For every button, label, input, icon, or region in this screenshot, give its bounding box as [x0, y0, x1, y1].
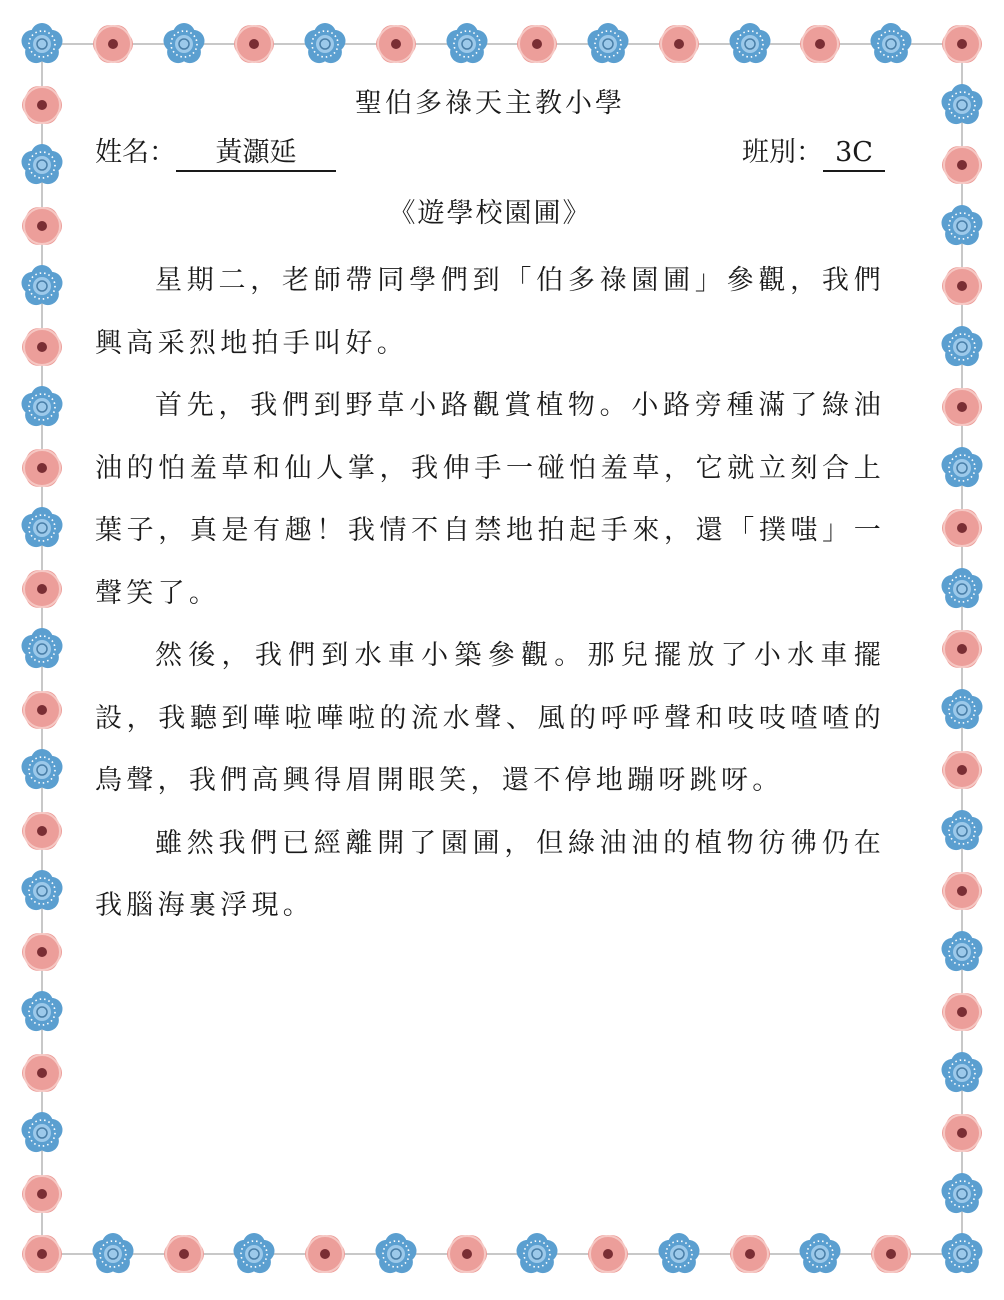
blue-flower-icon	[300, 19, 350, 69]
pink-flower-icon	[937, 866, 987, 916]
pink-flower-icon	[937, 624, 987, 674]
pink-flower-icon	[654, 19, 704, 69]
pink-flower-icon	[937, 140, 987, 190]
blue-flower-icon	[229, 1229, 279, 1279]
blue-flower-icon	[17, 624, 67, 674]
blue-flower-icon	[17, 261, 67, 311]
pink-flower-icon	[937, 503, 987, 553]
essay-paragraph: 星期二，老師帶同學們到「伯多祿園圃」參觀，我們興高采烈地拍手叫好。	[95, 265, 885, 359]
pink-flower-icon	[17, 927, 67, 977]
class-value: 3C	[823, 136, 885, 172]
blue-flower-icon	[937, 806, 987, 856]
essay-body	[95, 250, 885, 938]
blue-flower-icon	[937, 1169, 987, 1219]
school-title: 聖伯多祿天主教小學	[355, 88, 625, 119]
vine-line	[42, 43, 962, 45]
blue-flower-icon	[17, 140, 67, 190]
name-label: 姓名：	[95, 137, 176, 168]
name-field	[95, 128, 336, 178]
pink-flower-icon	[17, 685, 67, 735]
blue-flower-icon	[17, 866, 67, 916]
pink-flower-icon	[88, 19, 138, 69]
pink-flower-icon	[937, 1108, 987, 1158]
blue-flower-icon	[725, 19, 775, 69]
pink-flower-icon	[159, 1229, 209, 1279]
pink-flower-icon	[512, 19, 562, 69]
blue-flower-icon	[17, 1108, 67, 1158]
pink-flower-icon	[17, 564, 67, 614]
student-info-row	[95, 128, 885, 178]
class-label: 班別：	[742, 137, 823, 168]
pink-flower-icon	[17, 806, 67, 856]
blue-flower-icon	[371, 1229, 421, 1279]
blue-flower-icon	[937, 80, 987, 130]
pink-flower-icon	[300, 1229, 350, 1279]
pink-flower-icon	[725, 1229, 775, 1279]
blue-flower-icon	[442, 19, 492, 69]
pink-flower-icon	[442, 1229, 492, 1279]
essay-paragraph: 雖然我們已經離開了園圃，但綠油油的植物彷彿仍在我腦海裏浮現。	[95, 827, 885, 921]
name-value: 黃灝延	[176, 136, 336, 172]
pink-flower-icon	[17, 443, 67, 493]
blue-flower-icon	[937, 1048, 987, 1098]
blue-flower-icon	[17, 19, 67, 69]
blue-flower-icon	[17, 987, 67, 1037]
pink-flower-icon	[229, 19, 279, 69]
pink-flower-icon	[937, 261, 987, 311]
blue-flower-icon	[512, 1229, 562, 1279]
blue-flower-icon	[795, 1229, 845, 1279]
essay-page	[95, 80, 885, 938]
pink-flower-icon	[17, 1229, 67, 1279]
blue-flower-icon	[654, 1229, 704, 1279]
vine-line	[41, 44, 43, 1254]
blue-flower-icon	[159, 19, 209, 69]
pink-flower-icon	[17, 80, 67, 130]
blue-flower-icon	[937, 927, 987, 977]
blue-flower-icon	[937, 201, 987, 251]
pink-flower-icon	[937, 987, 987, 1037]
essay-title: 《遊學校園圃》	[388, 198, 592, 229]
blue-flower-icon	[583, 19, 633, 69]
pink-flower-icon	[17, 1169, 67, 1219]
blue-flower-icon	[88, 1229, 138, 1279]
pink-flower-icon	[371, 19, 421, 69]
blue-flower-icon	[17, 745, 67, 795]
pink-flower-icon	[937, 745, 987, 795]
blue-flower-icon	[866, 19, 916, 69]
vine-line	[961, 44, 963, 1254]
blue-flower-icon	[937, 322, 987, 372]
essay-paragraph: 首先，我們到野草小路觀賞植物。小路旁種滿了綠油油的怕羞草和仙人掌，我伸手一碰怕羞草，它就立刻合上葉子，真是有趣！我情不自禁地拍起手來，還「撲嗤」一聲笑了。	[95, 390, 885, 609]
class-field	[742, 128, 885, 178]
blue-flower-icon	[937, 685, 987, 735]
blue-flower-icon	[937, 1229, 987, 1279]
blue-flower-icon	[937, 564, 987, 614]
blue-flower-icon	[17, 382, 67, 432]
blue-flower-icon	[17, 503, 67, 553]
pink-flower-icon	[866, 1229, 916, 1279]
pink-flower-icon	[937, 19, 987, 69]
essay-paragraph: 然後，我們到水車小築參觀。那兒擺放了小水車擺設，我聽到嘩啦嘩啦的流水聲、風的呼呼聲和吱吱喳喳的鳥聲，我們高興得眉開眼笑，還不停地蹦呀跳呀。	[95, 640, 885, 796]
pink-flower-icon	[937, 382, 987, 432]
pink-flower-icon	[583, 1229, 633, 1279]
pink-flower-icon	[17, 1048, 67, 1098]
pink-flower-icon	[17, 201, 67, 251]
blue-flower-icon	[937, 443, 987, 493]
pink-flower-icon	[17, 322, 67, 372]
vine-line	[42, 1253, 962, 1255]
pink-flower-icon	[795, 19, 845, 69]
